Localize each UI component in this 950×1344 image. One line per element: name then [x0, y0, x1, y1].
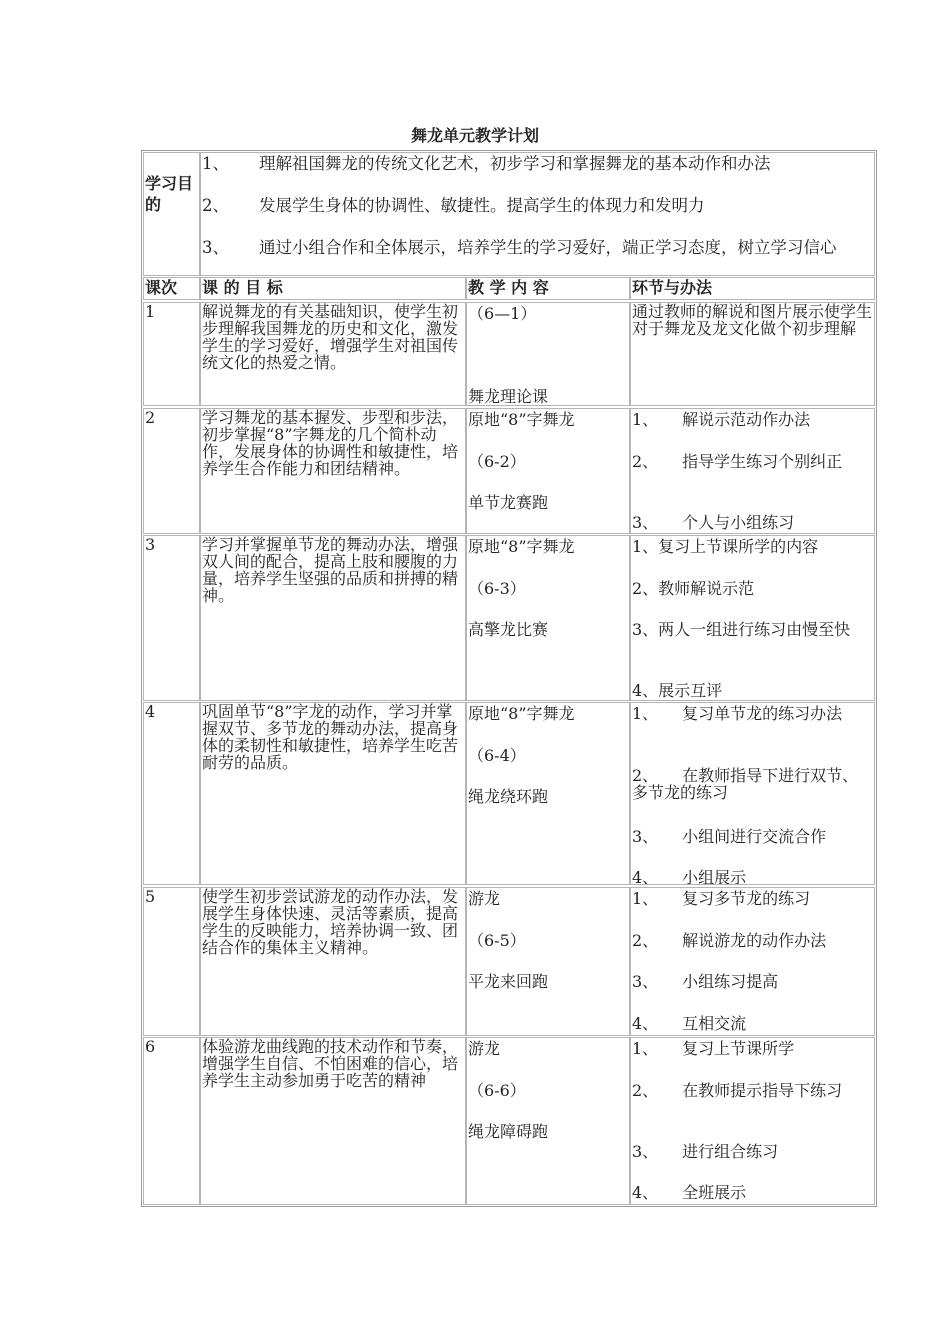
row-1-objective: 解说舞龙的有关基础知识，使学生初步理解我国舞龙的历史和文化，激发学生的学习爱好，增强学生对祖国传统文化的热爱之情。: [200, 302, 466, 406]
row-3-objective: 学习并掌握单节龙的舞动办法，增强双人间的配合，提高上肢和腰腹的力量，培养学生坚强的品质和拼搏的精神。: [200, 535, 466, 701]
goals-label-cell: [143, 152, 200, 276]
row-5-method: 1、 复习多节龙的练习 2、 解说游龙的动作办法 3、 小组练习提高 4、 互相交流: [630, 887, 875, 1036]
row-4-objective: 巩固单节“8”字龙的动作，学习并掌握双节、多节龙的舞动办法，提高身体的柔韧性和敏捷性，培养学生吃苦耐劳的品质。: [200, 702, 466, 885]
row-2-objective: 学习舞龙的基本握发、步型和步法，初步掌握“8”字舞龙的几个简朴动作，发展身体的协调性和敏捷性，培养学生合作能力和团结精神。: [200, 408, 466, 534]
row-1-lesson: 1: [143, 302, 200, 406]
row-5-lesson: 5: [143, 887, 200, 1036]
row-6-content: 游龙 （6-6） 绳龙障碍跑: [466, 1037, 630, 1205]
row-6-objective: 体验游龙曲线跑的技术动作和节奏，增强学生自信、不怕困难的信心，培养学生主动参加勇于吃苦的精神: [200, 1037, 466, 1205]
goals-content-cell: [200, 152, 875, 276]
row-4-lesson: 4: [143, 702, 200, 885]
goal-item: 2、 发展学生身体的协调性、敏捷性。提高学生的体现力和发明力: [202, 196, 705, 215]
goal-item: 3、 通过小组合作和全体展示，培养学生的学习爱好，端正学习态度，树立学习信心: [202, 238, 837, 257]
header-lesson: 课次: [143, 277, 200, 300]
goal-item: 1、 理解祖国舞龙的传统文化艺术，初步学习和掌握舞龙的基本动作和办法: [202, 154, 771, 173]
row-5-objective: 使学生初步尝试游龙的动作办法，发展学生身体快速、灵活等素质，提高学生的反映能力，培养协调一致、团结合作的集体主义精神。: [200, 887, 466, 1036]
row-2-lesson: 2: [143, 408, 200, 534]
header-content: 教 学 内 容: [466, 277, 630, 300]
row-2-method: 1、 解说示范动作办法 2、 指导学生练习个别纠正 3、 个人与小组练习: [630, 408, 875, 534]
row-4-method: 1、 复习单节龙的练习办法 2、 在教师指导下进行双节、多节龙的练习 3、 小组间进行交流合作 4、 小组展示: [630, 702, 875, 885]
page-title: 舞龙单元教学计划: [410, 126, 539, 145]
row-3-lesson: 3: [143, 535, 200, 701]
row-5-content: 游龙 （6-5） 平龙来回跑: [466, 887, 630, 1036]
row-3-method: 1、复习上节课所学的内容 2、教师解说示范 3、两人一组进行练习由慢至快 4、展示互评: [630, 535, 875, 701]
row-1-method: 通过教师的解说和图片展示使学生对于舞龙及龙文化做个初步理解: [630, 302, 875, 406]
header-objective: 课 的 目 标: [200, 277, 466, 300]
row-6-lesson: 6: [143, 1037, 200, 1205]
goals-label: 学习目的: [145, 174, 194, 214]
row-3-content: 原地“8”字舞龙 （6-3） 高擎龙比赛: [466, 535, 630, 701]
header-method: 环节与办法: [630, 277, 875, 300]
row-2-content: 原地“8”字舞龙 （6-2） 单节龙赛跑: [466, 408, 630, 534]
row-4-content: 原地“8”字舞龙 （6-4） 绳龙绕环跑: [466, 702, 630, 885]
row-1-content: （6—1） 舞龙理论课: [466, 302, 630, 406]
row-6-method: 1、 复习上节课所学 2、 在教师提示指导下练习 3、 进行组合练习 4、 全班展示: [630, 1037, 875, 1205]
